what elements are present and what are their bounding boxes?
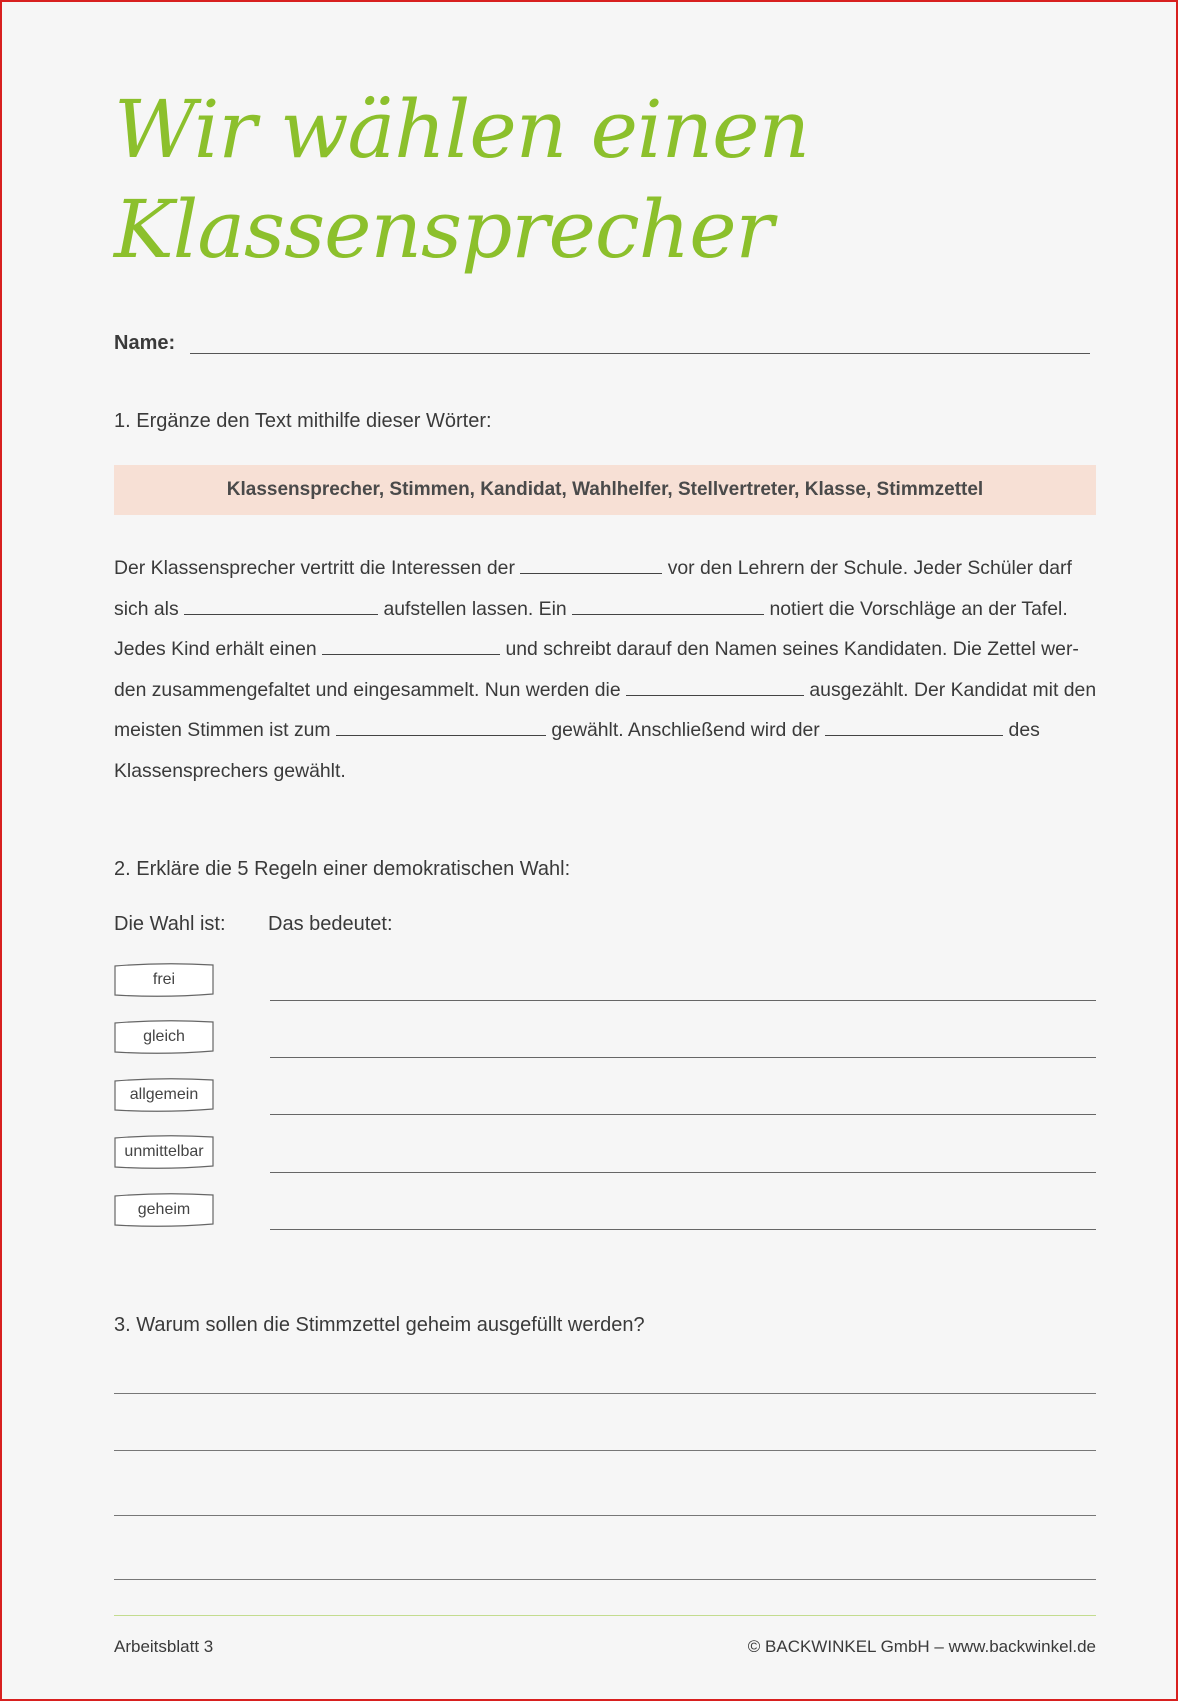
rule-label: frei: [152, 971, 176, 988]
title-line-1: Wir wählen einen: [114, 83, 809, 176]
answer-line-allgemein[interactable]: [270, 1114, 1096, 1115]
footer-copyright: © BACKWINKEL GmbH – www.backwinkel.de: [747, 1637, 1096, 1656]
rule-tag-frei: [114, 962, 214, 998]
writing-line[interactable]: [114, 1393, 1096, 1394]
footer-sheet-number: Arbeitsblatt 3: [114, 1637, 214, 1656]
cloze-blank-2[interactable]: [184, 594, 378, 614]
rule-label: gleich: [143, 1028, 185, 1045]
page-title: [114, 80, 809, 280]
column-heading-wahl: Die Wahl ist:: [114, 913, 226, 935]
answer-line-frei[interactable]: [270, 1000, 1096, 1001]
cloze-segment: vor den Lehrern der Schule. Jeder Schüler darf sich als: [114, 557, 1072, 620]
name-label: Name:: [114, 332, 176, 354]
rule-tag-geheim: [114, 1192, 214, 1228]
word-bank: Klassensprecher, Stimmen, Kandidat, Wahlhelfer, Stellvertreter, Klasse, Stimmzettel: [114, 465, 1096, 515]
cloze-segment: gewählt. Anschließend wird der: [551, 719, 820, 742]
cloze-segment: ausgezählt. Der Kandidat mit den meisten Stimmen ist zum: [114, 678, 1097, 742]
rule-label: geheim: [137, 1201, 191, 1218]
task2-question: 2. Erkläre die 5 Regeln einer demokratischen Wahl:: [114, 858, 571, 880]
rule-tag-unmittelbar: [114, 1134, 214, 1170]
rule-label: unmittelbar: [124, 1143, 204, 1160]
name-field[interactable]: [190, 353, 1090, 354]
answer-line-gleich[interactable]: [270, 1057, 1096, 1058]
cloze-segment: und schreibt darauf den Namen seines Kandidaten. Die Zettel wer-den zusammengefaltet und eingesammelt. Nun werden die: [114, 638, 1079, 701]
rule-tag-gleich: [114, 1019, 214, 1055]
cloze-blank-7[interactable]: [825, 716, 1003, 736]
writing-line[interactable]: [114, 1450, 1096, 1451]
cloze-blank-5[interactable]: [626, 675, 804, 695]
cloze-blank-4[interactable]: [322, 635, 500, 655]
answer-line-unmittelbar[interactable]: [270, 1172, 1096, 1173]
title-line-2: Klassensprecher: [114, 183, 773, 276]
cloze-blank-6[interactable]: [336, 716, 546, 736]
task1-question: 1. Ergänze den Text mithilfe dieser Wörter:: [114, 410, 492, 432]
cloze-segment: Der Klassensprecher vertritt die Interessen der: [114, 557, 515, 579]
rule-tag-allgemein: [114, 1077, 214, 1113]
cloze-blank-1[interactable]: [520, 554, 662, 574]
writing-line[interactable]: [114, 1515, 1096, 1516]
cloze-text: [114, 548, 1099, 792]
column-heading-bedeutet: Das bedeutet:: [268, 913, 393, 935]
cloze-segment: aufstellen lassen. Ein: [383, 597, 567, 620]
answer-line-geheim[interactable]: [270, 1229, 1096, 1230]
rule-label: allgemein: [129, 1086, 199, 1103]
cloze-segment: des Klassensprechers gewählt.: [114, 719, 1040, 782]
cloze-segment: notiert die Vorschläge an der Tafel. Jedes Kind erhält einen: [114, 597, 1068, 661]
task3-question: 3. Warum sollen die Stimmzettel geheim ausgefüllt werden?: [114, 1314, 645, 1336]
footer-divider: [114, 1615, 1096, 1616]
cloze-blank-3[interactable]: [572, 594, 764, 614]
writing-line[interactable]: [114, 1579, 1096, 1580]
